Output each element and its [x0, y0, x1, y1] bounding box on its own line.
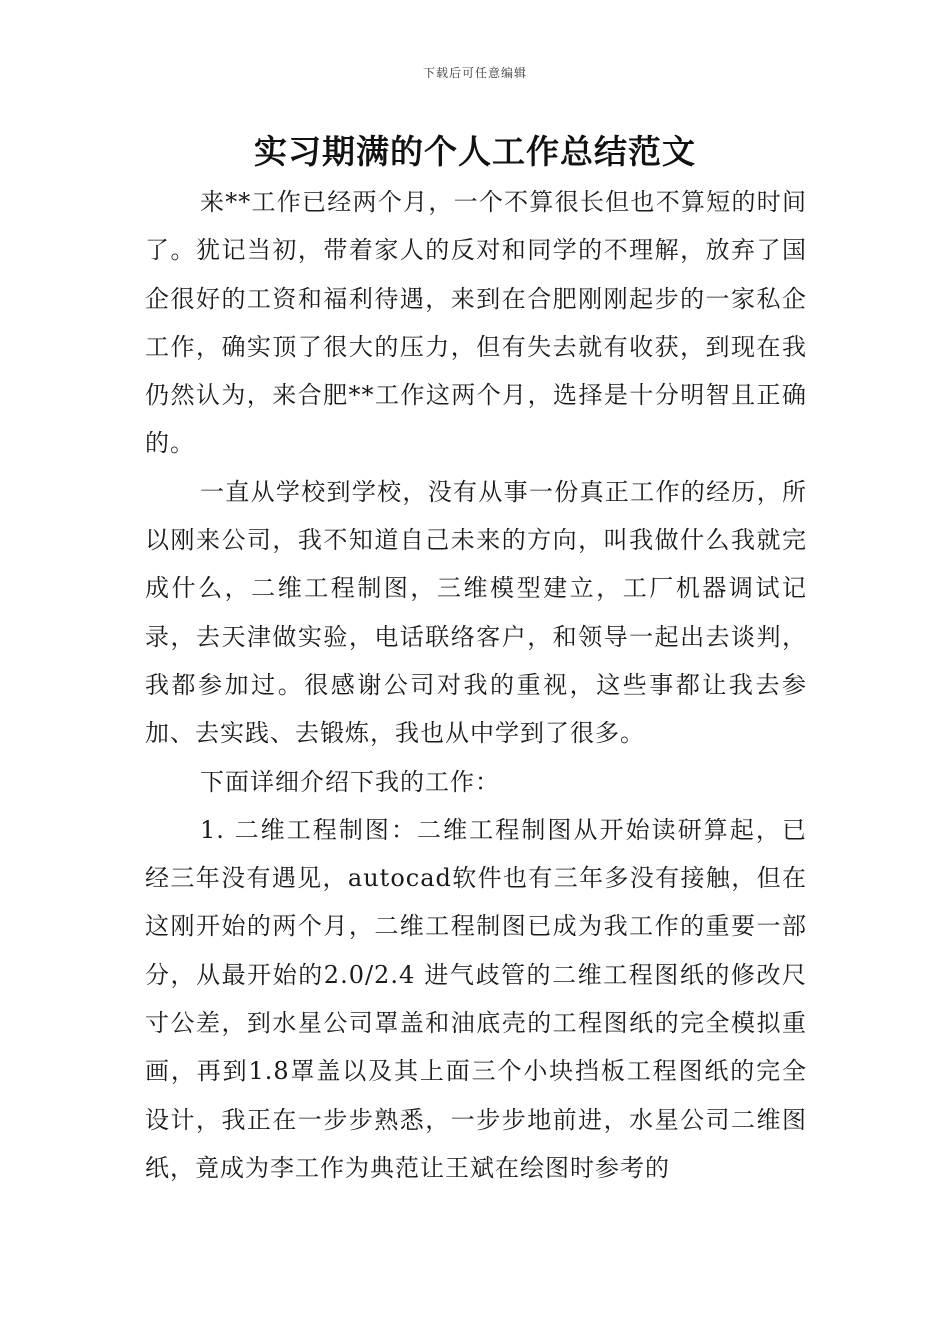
- paragraph-work-intro: 下面详细介绍下我的工作：: [200, 767, 500, 796]
- document-body: [145, 178, 807, 1192]
- document-title: 实习期满的个人工作总结范文: [254, 132, 696, 171]
- paragraph-experience: 一直从学校到学校，没有从事一份真正工作的经历，所以刚来公司，我不知道自己未来的方向，叫我做什么我就完成什么，二维工程制图，三维模型建立，工厂机器调试记录，去天津做实验，电话联络客户，和领导一起出去谈判，我都参加过。很感谢公司对我的重视，这些事都让我去参加、去实践、去锻炼，我也从中学到了很多。: [145, 477, 807, 748]
- paragraph-intro: 来**工作已经两个月，一个不算很长但也不算短的时间了。犹记当初，带着家人的反对和同学的不理解，放弃了国企很好的工资和福利待遇，来到在合肥刚刚起步的一家私企工作，确实顶了很大的压力，但有失去就有收获，到现在我仍然认为，来合肥**工作这两个月，选择是十分明智且正确的。: [145, 188, 807, 458]
- paragraph-2d-drawing: 1. 二维工程制图：二维工程制图从开始读研算起，已经三年没有遇见，autocad软件也有三年多没有接触，但在这刚开始的两个月，二维工程制图已成为我工作的重要一部分，从最开始的2.0/2.4 进气歧管的二维工程图纸的修改尺寸公差，到水星公司罩盖和油底壳的工程图纸的完全模拟重画，再到1.8罩盖以及其上面三个小块挡板工程图纸的完全设计，我正在一步步熟悉，一步步地前进，水星公司二维图纸，竟成为李工作为典范让王斌在绘图时参考的: [145, 815, 807, 1182]
- header-note: 下载后可任意编辑: [422, 66, 527, 80]
